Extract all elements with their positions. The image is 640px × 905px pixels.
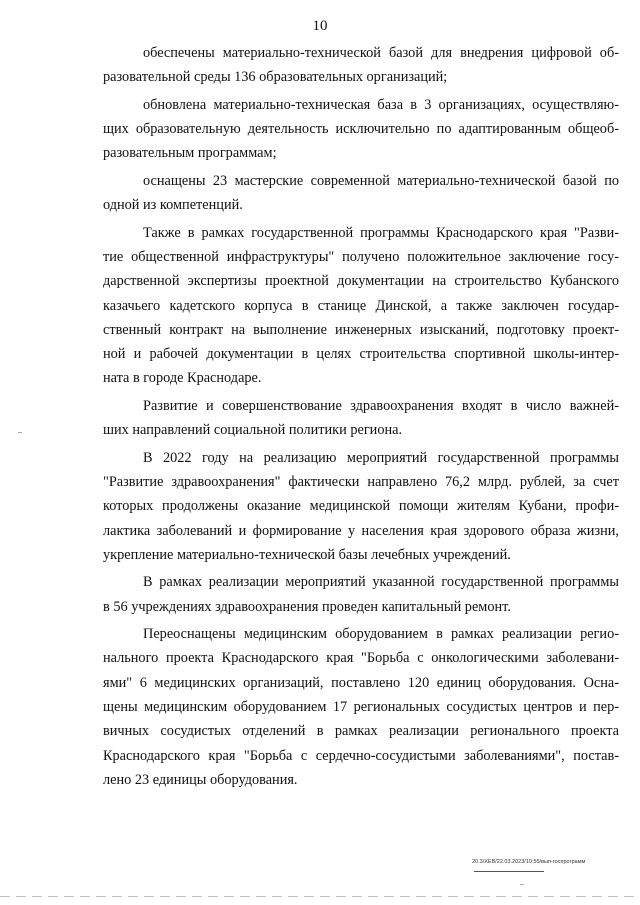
paragraph [103,93,619,166]
paragraph-line: обновлена материально-техническая база в 3 организациях, осуществляю- [143,96,619,113]
paragraph-line: вичных сосудистых отделений в рамках реализации регионального проекта [103,723,619,740]
paragraph [103,446,619,567]
paragraph-line: нального проекта Краснодарского края "Борьба с онкологическими заболевани- [103,650,619,667]
page-number: 10 [312,18,328,34]
paragraph-line: В 2022 году на реализацию мероприятий государственной программы [143,449,619,466]
paragraph-line: обеспечены материально-технической базой для внедрения цифровой об- [143,45,619,61]
paragraph [103,41,619,90]
paragraph-line: Переоснащены медицинским оборудованием в рамках реализации регио- [143,626,619,643]
paragraph [103,570,619,619]
paragraph-line: оснащены 23 мастерские современной материально-технической базой по [143,172,619,189]
footer-stamp: 20.3/ХЕВ/22.03.2023/10:55/вып-госпрограмм [472,859,586,865]
paragraph [103,221,619,391]
paragraph-line: в 56 учреждениях здравоохранения проведен капитальный ремонт. [103,598,511,615]
paragraph-line: щих образовательную деятельность исключительно по адаптированным общеоб- [103,121,619,138]
document-body [103,41,619,795]
paragraph-line: разовательным программам; [103,145,277,162]
paragraph-line: ственный контракт на выполнение инженерных изысканий, подготовку проект- [103,321,619,338]
paragraph [103,622,619,792]
paragraph-line: укрепление материально-технической базы лечебных учреждений. [103,546,511,563]
paragraph-line: Краснодарского края "Борьба с сердечно-сосудистыми заболеваниями", постав- [103,747,619,764]
paragraph-line: щены медицинским оборудованием 17 региональных сосудистых центров и пер- [103,699,619,716]
paragraph-line: лено 23 единицы оборудования. [103,771,298,788]
paragraph-line: ной и рабочей документации в целях строительства спортивной школы-интер- [103,346,619,363]
paragraph-line: "Развитие здравоохранения" фактически направлено 76,2 млрд. рублей, за счет [103,473,619,490]
paragraph-line: одной из компетенций. [103,197,243,214]
paragraph-line: ших направлений социальной политики региона. [103,422,403,439]
scan-margin-mark [18,432,22,433]
paragraph-line: ната в городе Краснодаре. [103,370,262,387]
paragraph-line: разовательной среды 136 образовательных организаций; [103,69,448,86]
paragraph-line: ями" 6 медицинских организаций, поставлено 120 единиц оборудования. Осна- [103,674,619,691]
paragraph-line: В рамках реализации мероприятий указанной государственной программы [143,574,619,591]
paragraph [103,169,619,218]
paragraph [103,394,619,443]
paragraph-line: дарственной экспертизы проектной документации на строительство Кубанского [103,273,619,290]
paragraph-line: тие общественной инфраструктуры" получено положительное заключение госу- [103,248,619,265]
scan-edge-dashes [0,896,640,897]
paragraph-line: лактика заболеваний и формирование у населения края здорового образа жизни, [103,522,619,539]
paragraph-line: казачьего кадетского корпуса в станице Динской, а также заключен государ- [103,297,619,314]
scan-margin-mark [520,884,524,885]
paragraph-line: Также в рамках государственной программы Краснодарского края "Разви- [143,224,619,241]
paragraph-line: Развитие и совершенствование здравоохранения входят в число важней- [143,397,619,414]
footer-rule [474,871,544,872]
paragraph-line: которых продолжены оказание медицинской помощи жителям Кубани, профи- [103,498,619,515]
